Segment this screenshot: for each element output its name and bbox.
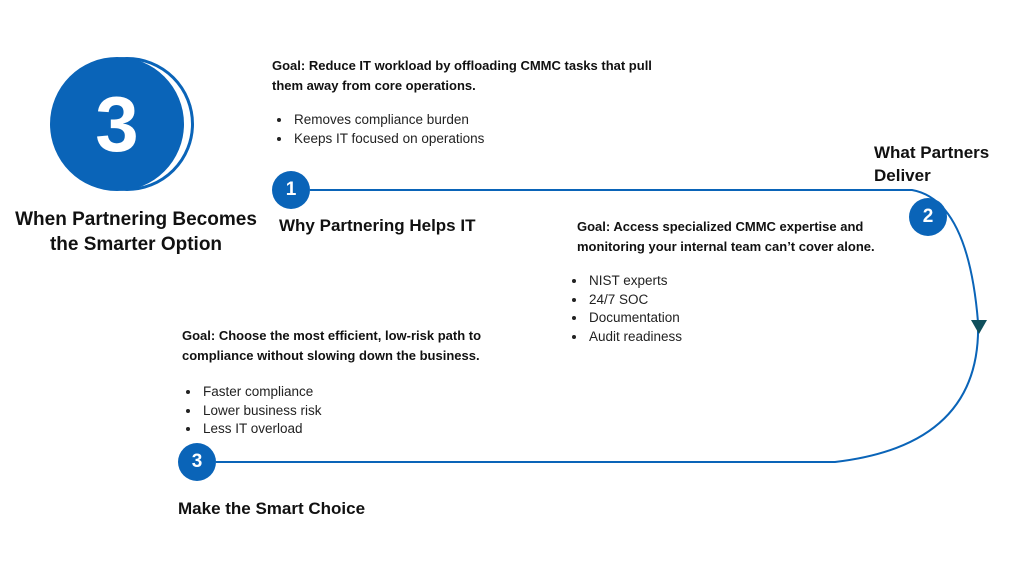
page-title [5,207,267,257]
list-item: • Removes compliance burden [292,111,484,130]
step3-number-badge: 3 [178,443,216,481]
step2-goal-line2: monitoring your internal team can’t cover alone. [577,239,875,254]
page-title-line2: the Smarter Option [49,234,223,255]
badge-number: 3 [50,57,184,191]
step3-goal-line2: compliance without slowing down the business. [182,348,480,363]
step2-title-line1: What Partners [874,143,990,162]
step2-title-line2: Deliver [874,166,931,185]
step2-bullet-list [573,272,682,346]
step3-goal-line1: Goal: Choose the most efficient, low-risk path to [182,328,482,343]
step2-goal-line1: Goal: Access specialized CMMC expertise and [577,219,864,234]
page-title-line1: When Partnering Becomes [15,209,257,230]
step1-bullet-list [274,111,484,148]
list-item: • Keeps IT focused on operations [292,130,484,149]
down-arrow-icon [971,320,987,334]
list-item: • Lower business risk [201,402,322,421]
section-number-badge [50,57,186,193]
list-item: • Documentation [587,309,682,328]
step1-goal-line2: them away from core operations. [272,78,476,93]
step2-number-badge: 2 [909,198,947,236]
step3-title: Make the Smart Choice [178,499,366,518]
step1-title: Why Partnering Helps IT [279,216,476,235]
step1-number-badge: 1 [272,171,310,209]
list-item: • NIST experts [587,272,682,291]
step3-bullet-list [183,383,322,439]
step2-goal [577,217,875,257]
step2-title [874,141,989,187]
list-item: • 24/7 SOC [587,291,682,310]
list-item: • Less IT overload [201,420,322,439]
step1-goal-line1: Goal: Reduce IT workload by offloading CMMC tasks that pull [272,58,652,73]
step3-goal [182,326,481,366]
list-item: • Faster compliance [201,383,322,402]
step1-goal [272,56,652,96]
list-item: • Audit readiness [587,328,682,347]
